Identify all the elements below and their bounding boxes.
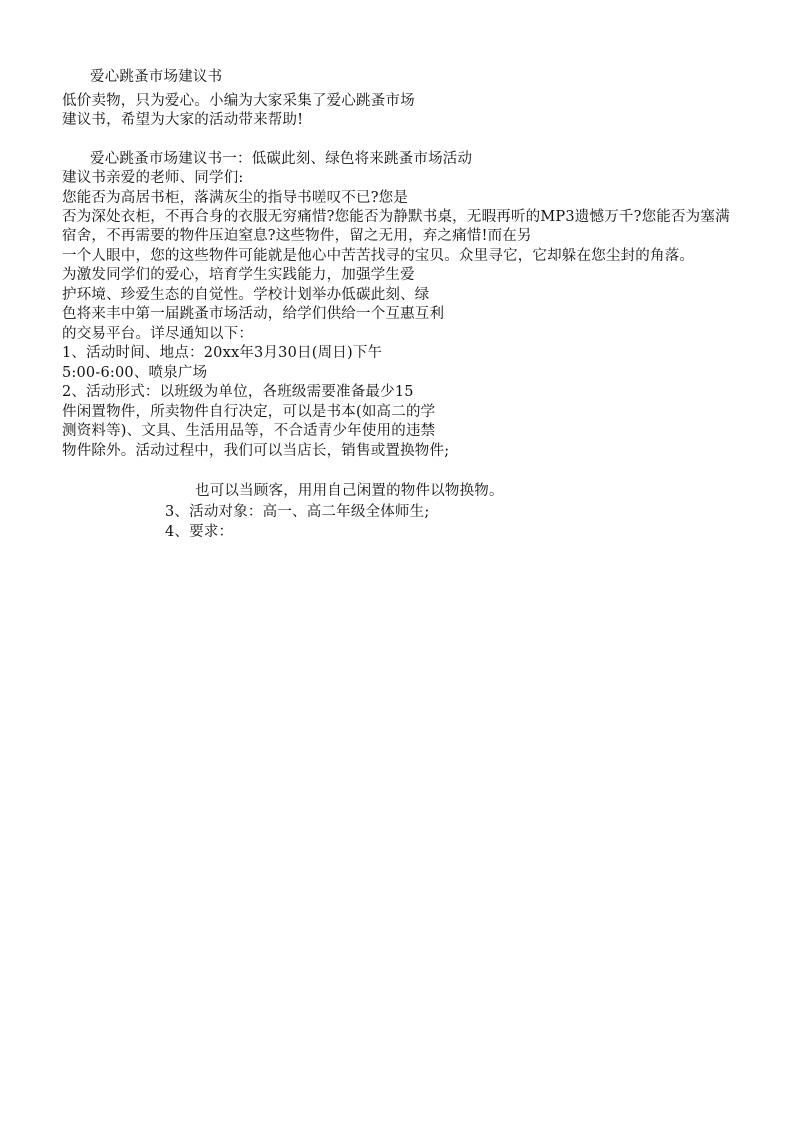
item-1-line-1: 1、活动时间、地点：20xx年3月30日(周日)下午: [62, 345, 383, 361]
item-2-line-1: 2、活动形式：以班级为单位，各班级需要准备最少15: [62, 384, 414, 400]
body-line-2: 否为深处衣柜，不再合身的衣服无穷痛惜?您能否为静默书桌，无暇再听的MP3遗憾万千?您能否为塞满: [62, 209, 730, 225]
intro-line-2: 建议书，希望为大家的活动带来帮助!: [62, 112, 304, 128]
document-title: 爱心跳蚤市场建议书: [90, 69, 223, 85]
item-2-line-2: 件闲置物件，所卖物件自行决定，可以是书本(如高二的学: [62, 404, 436, 420]
body-line-4: 一个人眼中，您的这些物件可能就是他心中苦苦找寻的宝贝。众里寻它，它却躲在您尘封的角落。: [62, 248, 695, 264]
item-3-line: 3、活动对象：高一、高二年级全体师生;: [165, 504, 430, 520]
salutation-line: 建议书亲爱的老师、同学们:: [62, 170, 244, 186]
item-1-line-2: 5:00-6:00、喷泉广场: [62, 365, 208, 381]
body-line-3: 宿舍，不再需要的物件压迫窒息?这些物件，留之无用，弃之痛惜!而在另: [62, 228, 532, 244]
body-line-5: 为激发同学们的爱心，培育学生实践能力，加强学生爱: [62, 267, 415, 283]
section-heading: 爱心跳蚤市场建议书一：低碳此刻、绿色将来跳蚤市场活动: [90, 151, 473, 167]
item-2-line-3: 测资料等)、文具、生活用品等，不合适青少年使用的违禁: [62, 423, 436, 439]
item-2-line-5: 也可以当顾客，用用自己闲置的物件以物换物。: [195, 483, 504, 499]
item-2-line-4: 物件除外。活动过程中，我们可以当店长，销售或置换物件;: [62, 443, 450, 459]
body-line-1: 您能否为高居书柜，落满灰尘的指导书嗟叹不已?您是: [62, 190, 409, 206]
body-line-8: 的交易平台。详尽通知以下：: [62, 326, 254, 342]
body-line-6: 护环境、珍爱生态的自觉性。学校计划举办低碳此刻、绿: [62, 287, 430, 303]
intro-line-1: 低价卖物，只为爱心。小编为大家采集了爱心跳蚤市场: [62, 93, 415, 109]
body-line-7: 色将来丰中第一届跳蚤市场活动，给学们供给一个互惠互利: [62, 306, 445, 322]
item-4-line: 4、要求：: [165, 524, 234, 540]
